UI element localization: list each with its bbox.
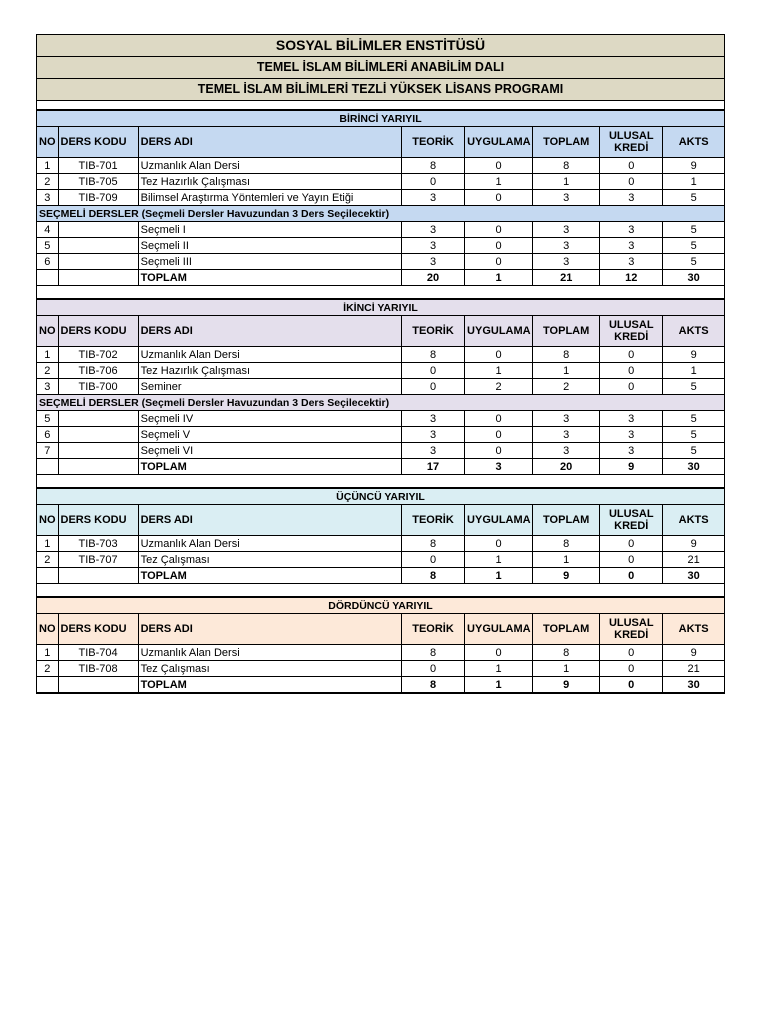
semester-table — [37, 597, 724, 693]
course-total: 1 — [533, 552, 600, 568]
course-ects: 9 — [663, 536, 724, 552]
course-code — [58, 254, 138, 270]
semester-title-row — [37, 598, 724, 614]
course-total: 8 — [533, 536, 600, 552]
course-name: Uzmanlık Alan Dersi — [138, 158, 401, 174]
course-code — [58, 411, 138, 427]
semester-title: İKİNCİ YARIYIL — [37, 300, 724, 316]
header-no: NO — [37, 614, 58, 645]
course-no: 3 — [37, 190, 58, 206]
course-credit: 3 — [600, 254, 663, 270]
header-no: NO — [37, 505, 58, 536]
elective-section-title: SEÇMELİ DERSLER (Seçmeli Dersler Havuzundan 3 Ders Seçilecektir) — [37, 395, 724, 411]
total-total: 21 — [533, 270, 600, 286]
course-total: 8 — [533, 158, 600, 174]
header-theory: TEORİK — [401, 614, 464, 645]
course-no: 6 — [37, 427, 58, 443]
course-no: 2 — [37, 363, 58, 379]
course-row — [37, 222, 724, 238]
course-credit: 0 — [600, 347, 663, 363]
total-total: 9 — [533, 677, 600, 693]
course-practice: 1 — [465, 174, 533, 190]
course-theory: 3 — [401, 190, 464, 206]
course-code: TIB-708 — [58, 661, 138, 677]
elective-section-row — [37, 206, 724, 222]
course-total: 2 — [533, 379, 600, 395]
course-theory: 8 — [401, 347, 464, 363]
total-no — [37, 459, 58, 475]
course-total: 3 — [533, 427, 600, 443]
course-code: TIB-707 — [58, 552, 138, 568]
header-total: TOPLAM — [533, 614, 600, 645]
course-name: Seçmeli IV — [138, 411, 401, 427]
course-credit: 0 — [600, 661, 663, 677]
header-credit — [600, 505, 663, 536]
course-no: 6 — [37, 254, 58, 270]
course-credit: 0 — [600, 552, 663, 568]
header-theory: TEORİK — [401, 505, 464, 536]
course-credit: 3 — [600, 190, 663, 206]
course-no: 7 — [37, 443, 58, 459]
course-row — [37, 363, 724, 379]
course-code: TIB-703 — [58, 536, 138, 552]
course-code — [58, 222, 138, 238]
course-theory: 0 — [401, 552, 464, 568]
course-code: TIB-706 — [58, 363, 138, 379]
course-ects: 5 — [663, 254, 724, 270]
course-no: 4 — [37, 222, 58, 238]
course-name: Uzmanlık Alan Dersi — [138, 347, 401, 363]
course-row — [37, 379, 724, 395]
column-header-row — [37, 316, 724, 347]
course-row — [37, 347, 724, 363]
department-title: TEMEL İSLAM BİLİMLERİ ANABİLİM DALI — [37, 57, 724, 79]
course-no: 2 — [37, 174, 58, 190]
course-credit: 3 — [600, 443, 663, 459]
spacer — [37, 101, 724, 110]
total-no — [37, 677, 58, 693]
spacer — [37, 286, 724, 299]
total-total: 20 — [533, 459, 600, 475]
program-title: TEMEL İSLAM BİLİMLERİ TEZLİ YÜKSEK LİSANS PROGRAMI — [37, 79, 724, 101]
total-ects: 30 — [663, 568, 724, 584]
semester-title: ÜÇÜNCÜ YARIYIL — [37, 489, 724, 505]
header-total: TOPLAM — [533, 316, 600, 347]
total-no — [37, 568, 58, 584]
course-name: Tez Hazırlık Çalışması — [138, 174, 401, 190]
course-credit: 3 — [600, 238, 663, 254]
course-code: TIB-705 — [58, 174, 138, 190]
course-credit: 3 — [600, 411, 663, 427]
header-ects: AKTS — [663, 614, 724, 645]
total-theory: 8 — [401, 568, 464, 584]
course-theory: 8 — [401, 645, 464, 661]
semester-title-row — [37, 111, 724, 127]
header-name: DERS ADI — [138, 505, 401, 536]
course-total: 8 — [533, 347, 600, 363]
course-name: Seminer — [138, 379, 401, 395]
course-row — [37, 190, 724, 206]
course-name: Bilimsel Araştırma Yöntemleri ve Yayın Etiği — [138, 190, 401, 206]
course-total: 1 — [533, 661, 600, 677]
total-ects: 30 — [663, 459, 724, 475]
course-practice: 0 — [465, 158, 533, 174]
course-code: TIB-701 — [58, 158, 138, 174]
semester-table — [37, 110, 724, 286]
course-practice: 0 — [465, 411, 533, 427]
course-practice: 0 — [465, 347, 533, 363]
institute-title: SOSYAL BİLİMLER ENSTİTÜSÜ — [37, 35, 724, 57]
course-total: 3 — [533, 443, 600, 459]
course-row — [37, 443, 724, 459]
course-no: 2 — [37, 552, 58, 568]
total-practice: 1 — [465, 677, 533, 693]
header-total: TOPLAM — [533, 127, 600, 158]
semester-title-row — [37, 300, 724, 316]
course-practice: 2 — [465, 379, 533, 395]
course-name: Tez Çalışması — [138, 552, 401, 568]
header-credit-line2: KREDİ — [614, 142, 649, 154]
course-theory: 8 — [401, 536, 464, 552]
total-ects: 30 — [663, 270, 724, 286]
course-credit: 0 — [600, 174, 663, 190]
course-name: Seçmeli VI — [138, 443, 401, 459]
header-credit-line1: ULUSAL — [608, 319, 654, 331]
total-credit: 0 — [600, 568, 663, 584]
total-credit: 9 — [600, 459, 663, 475]
column-header-row — [37, 127, 724, 158]
course-row — [37, 174, 724, 190]
course-row — [37, 238, 724, 254]
header-name: DERS ADI — [138, 614, 401, 645]
course-ects: 9 — [663, 645, 724, 661]
total-total: 9 — [533, 568, 600, 584]
course-theory: 0 — [401, 363, 464, 379]
course-theory: 3 — [401, 443, 464, 459]
total-row — [37, 677, 724, 693]
total-row — [37, 568, 724, 584]
course-row — [37, 536, 724, 552]
total-theory: 8 — [401, 677, 464, 693]
course-name: Seçmeli III — [138, 254, 401, 270]
course-no: 1 — [37, 158, 58, 174]
elective-section-title: SEÇMELİ DERSLER (Seçmeli Dersler Havuzundan 3 Ders Seçilecektir) — [37, 206, 724, 222]
course-total: 1 — [533, 174, 600, 190]
course-ects: 5 — [663, 379, 724, 395]
header-code: DERS KODU — [58, 505, 138, 536]
course-total: 3 — [533, 411, 600, 427]
course-no: 5 — [37, 238, 58, 254]
header-credit-line2: KREDİ — [614, 629, 649, 641]
header-credit-line1: ULUSAL — [608, 617, 654, 629]
semester-title: BİRİNCİ YARIYIL — [37, 111, 724, 127]
semester-list — [37, 110, 724, 693]
course-credit: 0 — [600, 379, 663, 395]
course-theory: 3 — [401, 222, 464, 238]
course-theory: 3 — [401, 427, 464, 443]
course-code — [58, 427, 138, 443]
total-credit: 0 — [600, 677, 663, 693]
course-credit: 3 — [600, 222, 663, 238]
course-no: 1 — [37, 347, 58, 363]
course-row — [37, 552, 724, 568]
header-practice: UYGULAMA — [465, 505, 533, 536]
total-code — [58, 568, 138, 584]
course-name: Seçmeli I — [138, 222, 401, 238]
course-practice: 1 — [465, 363, 533, 379]
course-total: 8 — [533, 645, 600, 661]
header-ects: AKTS — [663, 316, 724, 347]
course-practice: 0 — [465, 222, 533, 238]
course-ects: 5 — [663, 238, 724, 254]
header-code: DERS KODU — [58, 316, 138, 347]
header-credit-line2: KREDİ — [614, 331, 649, 343]
course-practice: 0 — [465, 254, 533, 270]
header-name: DERS ADI — [138, 316, 401, 347]
course-practice: 0 — [465, 645, 533, 661]
total-row — [37, 270, 724, 286]
course-practice: 0 — [465, 190, 533, 206]
course-row — [37, 645, 724, 661]
course-practice: 0 — [465, 443, 533, 459]
semester-table — [37, 299, 724, 475]
course-row — [37, 427, 724, 443]
header-ects: AKTS — [663, 505, 724, 536]
course-ects: 5 — [663, 427, 724, 443]
course-total: 3 — [533, 222, 600, 238]
course-row — [37, 254, 724, 270]
header-credit — [600, 127, 663, 158]
course-ects: 5 — [663, 222, 724, 238]
total-practice: 3 — [465, 459, 533, 475]
course-credit: 0 — [600, 536, 663, 552]
course-name: Seçmeli V — [138, 427, 401, 443]
course-ects: 9 — [663, 158, 724, 174]
course-name: Tez Çalışması — [138, 661, 401, 677]
spacer — [37, 475, 724, 488]
course-row — [37, 411, 724, 427]
course-credit: 0 — [600, 645, 663, 661]
course-practice: 0 — [465, 536, 533, 552]
course-total: 1 — [533, 363, 600, 379]
course-credit: 3 — [600, 427, 663, 443]
header-code: DERS KODU — [58, 127, 138, 158]
course-practice: 0 — [465, 238, 533, 254]
header-practice: UYGULAMA — [465, 127, 533, 158]
course-ects: 21 — [663, 661, 724, 677]
header-credit-line2: KREDİ — [614, 520, 649, 532]
header-code: DERS KODU — [58, 614, 138, 645]
course-ects: 5 — [663, 190, 724, 206]
course-row — [37, 661, 724, 677]
course-practice: 0 — [465, 427, 533, 443]
total-label: TOPLAM — [138, 568, 401, 584]
spacer — [37, 584, 724, 597]
course-no: 2 — [37, 661, 58, 677]
total-practice: 1 — [465, 568, 533, 584]
course-total: 3 — [533, 190, 600, 206]
course-credit: 0 — [600, 363, 663, 379]
header-no: NO — [37, 316, 58, 347]
total-theory: 17 — [401, 459, 464, 475]
semester-title-row — [37, 489, 724, 505]
course-theory: 0 — [401, 379, 464, 395]
header-total: TOPLAM — [533, 505, 600, 536]
course-theory: 3 — [401, 238, 464, 254]
column-header-row — [37, 614, 724, 645]
course-no: 1 — [37, 645, 58, 661]
header-practice: UYGULAMA — [465, 614, 533, 645]
course-theory: 0 — [401, 661, 464, 677]
header-practice: UYGULAMA — [465, 316, 533, 347]
total-practice: 1 — [465, 270, 533, 286]
course-no: 3 — [37, 379, 58, 395]
course-code — [58, 238, 138, 254]
semester-table — [37, 488, 724, 584]
header-no: NO — [37, 127, 58, 158]
course-theory: 3 — [401, 254, 464, 270]
total-theory: 20 — [401, 270, 464, 286]
course-code: TIB-709 — [58, 190, 138, 206]
course-total: 3 — [533, 238, 600, 254]
header-ects: AKTS — [663, 127, 724, 158]
total-no — [37, 270, 58, 286]
course-name: Uzmanlık Alan Dersi — [138, 645, 401, 661]
total-ects: 30 — [663, 677, 724, 693]
course-theory: 0 — [401, 174, 464, 190]
course-ects: 5 — [663, 411, 724, 427]
total-credit: 12 — [600, 270, 663, 286]
course-code — [58, 443, 138, 459]
total-code — [58, 677, 138, 693]
course-no: 1 — [37, 536, 58, 552]
header-credit-line1: ULUSAL — [608, 508, 654, 520]
elective-section-row — [37, 395, 724, 411]
course-name: Uzmanlık Alan Dersi — [138, 536, 401, 552]
course-ects: 1 — [663, 174, 724, 190]
course-code: TIB-704 — [58, 645, 138, 661]
course-ects: 5 — [663, 443, 724, 459]
course-code: TIB-702 — [58, 347, 138, 363]
total-code — [58, 270, 138, 286]
header-credit — [600, 316, 663, 347]
course-name: Seçmeli II — [138, 238, 401, 254]
column-header-row — [37, 505, 724, 536]
course-ects: 21 — [663, 552, 724, 568]
curriculum-sheet — [36, 34, 725, 694]
total-code — [58, 459, 138, 475]
course-practice: 1 — [465, 552, 533, 568]
total-row — [37, 459, 724, 475]
course-total: 3 — [533, 254, 600, 270]
course-credit: 0 — [600, 158, 663, 174]
course-no: 5 — [37, 411, 58, 427]
total-label: TOPLAM — [138, 677, 401, 693]
course-theory: 3 — [401, 411, 464, 427]
header-credit-line1: ULUSAL — [608, 130, 654, 142]
course-ects: 1 — [663, 363, 724, 379]
semester-title: DÖRDÜNCÜ YARIYIL — [37, 598, 724, 614]
course-row — [37, 158, 724, 174]
course-theory: 8 — [401, 158, 464, 174]
header-theory: TEORİK — [401, 127, 464, 158]
total-label: TOPLAM — [138, 270, 401, 286]
header-name: DERS ADI — [138, 127, 401, 158]
course-practice: 1 — [465, 661, 533, 677]
course-name: Tez Hazırlık Çalışması — [138, 363, 401, 379]
course-ects: 9 — [663, 347, 724, 363]
course-code: TIB-700 — [58, 379, 138, 395]
header-theory: TEORİK — [401, 316, 464, 347]
total-label: TOPLAM — [138, 459, 401, 475]
header-credit — [600, 614, 663, 645]
